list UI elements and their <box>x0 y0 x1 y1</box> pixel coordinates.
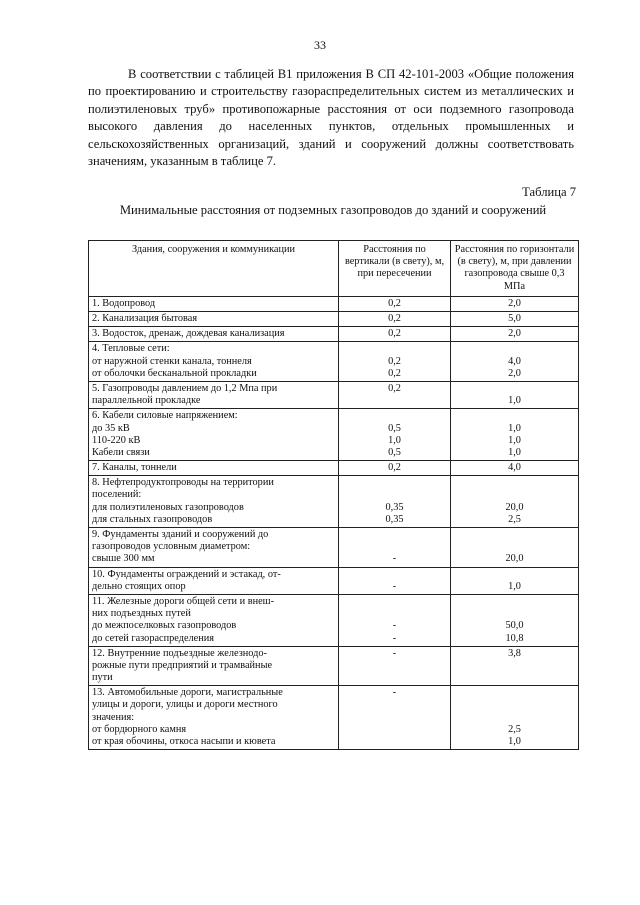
cell-line: от края обочины, откоса насыпи и кювета <box>92 736 276 747</box>
table-header-row <box>89 241 579 297</box>
cell-line <box>342 660 447 672</box>
cell-line <box>454 660 575 672</box>
cell-line <box>342 699 447 711</box>
table-row <box>89 646 579 686</box>
cell-vertical <box>339 327 451 342</box>
cell-line: поселений: <box>92 489 142 501</box>
cell-line <box>454 489 575 501</box>
cell-line: свыше 300 мм <box>92 553 155 565</box>
table-row <box>89 327 579 342</box>
cell-line <box>342 541 447 553</box>
table-label: Таблица 7 <box>522 185 576 199</box>
cell-line: газопроводов условным диаметром: <box>92 541 251 553</box>
table-row <box>89 296 579 311</box>
cell-line: дельно стоящих опор <box>92 580 186 592</box>
cell-structure <box>89 686 339 750</box>
cell-line: - <box>392 580 397 592</box>
cell-line <box>454 343 575 355</box>
cell-line: 7. Каналы, тоннели <box>92 462 177 474</box>
cell-line <box>454 477 575 489</box>
cell-vertical <box>339 646 451 686</box>
cell-line: Кабели связи <box>92 446 150 458</box>
cell-structure <box>89 528 339 568</box>
cell-line: 0,2 <box>388 367 401 379</box>
cell-horizontal <box>451 381 579 408</box>
table-row <box>89 312 579 327</box>
cell-structure <box>89 594 339 646</box>
cell-line <box>342 736 447 748</box>
cell-line <box>342 608 447 620</box>
cell-vertical <box>339 528 451 568</box>
cell-line: 11. Железные дороги общей сети и внеш- <box>92 595 275 607</box>
cell-horizontal <box>451 476 579 528</box>
cell-line: 2. Канализация бытовая <box>92 313 198 324</box>
cell-line: 1,0 <box>388 434 401 446</box>
cell-line <box>454 383 575 395</box>
table-row <box>89 686 579 750</box>
cell-line: 6. Кабели силовые напряжением: <box>92 410 238 422</box>
cell-structure <box>89 296 339 311</box>
cell-line: для стальных газопроводов <box>92 513 213 525</box>
header-structures: Здания, сооружения и коммуникации <box>89 241 339 297</box>
cell-horizontal <box>451 312 579 327</box>
cell-line <box>342 724 447 736</box>
cell-line: 4. Тепловые сети: <box>92 343 170 355</box>
table-row <box>89 594 579 646</box>
cell-horizontal <box>451 594 579 646</box>
cell-line: - <box>392 553 397 565</box>
table-row <box>89 476 579 528</box>
cell-line: пути <box>92 672 113 684</box>
cell-line <box>342 410 447 422</box>
cell-line: 2,0 <box>508 297 521 309</box>
cell-line: до сетей газораспределения <box>92 632 214 644</box>
cell-structure <box>89 327 339 342</box>
cell-line <box>454 569 575 581</box>
cell-line: 1,0 <box>508 395 521 407</box>
cell-line <box>342 569 447 581</box>
cell-line: 12. Внутренние подъездные железнодо- <box>92 647 267 659</box>
cell-line <box>454 529 575 541</box>
cell-line: 4,0 <box>508 355 521 367</box>
cell-structure <box>89 342 339 382</box>
cell-line: - <box>392 687 397 699</box>
cell-line: 0,35 <box>385 513 404 525</box>
table-row <box>89 409 579 461</box>
cell-vertical <box>339 312 451 327</box>
cell-line: 4,0 <box>508 462 521 474</box>
cell-horizontal <box>451 409 579 461</box>
header-vertical-distance: Расстояния по вертикали (в свету), м, при пересечении <box>339 241 451 297</box>
cell-line <box>454 596 575 608</box>
cell-line: 0,2 <box>388 355 401 367</box>
cell-line: 8. Нефтепродуктопроводы на территории <box>92 477 274 489</box>
cell-line: от бордюрного камня <box>92 723 187 735</box>
cell-line: 5,0 <box>508 313 521 324</box>
cell-line: 1,0 <box>508 422 521 434</box>
cell-horizontal <box>451 461 579 476</box>
cell-line: них подъездных путей <box>92 608 191 620</box>
cell-horizontal <box>451 567 579 594</box>
cell-line: от наружной стенки канала, тоннеля <box>92 355 252 367</box>
cell-line: 2,0 <box>508 328 521 340</box>
cell-line: 1,0 <box>508 736 521 747</box>
cell-line: до 35 кВ <box>92 422 130 434</box>
cell-line: 0,2 <box>388 382 401 394</box>
cell-horizontal <box>451 296 579 311</box>
header-horizontal-distance: Расстояния по горизонтали (в свету), м, при давлении газопровода свыше 0,3 МПа <box>451 241 579 297</box>
cell-line <box>342 529 447 541</box>
cell-vertical <box>339 296 451 311</box>
cell-line: рожные пути предприятий и трамвайные <box>92 659 273 671</box>
cell-vertical <box>339 686 451 750</box>
cell-line: 1,0 <box>508 446 521 458</box>
cell-line <box>454 541 575 553</box>
cell-line: 5. Газопроводы давлением до 1,2 Мпа при <box>92 382 278 394</box>
cell-line <box>342 489 447 501</box>
distances-table <box>88 240 579 750</box>
cell-line <box>454 608 575 620</box>
cell-line: 1,0 <box>508 580 521 592</box>
table-title: Минимальные расстояния от подземных газопроводов до зданий и сооружений <box>119 203 547 217</box>
cell-structure <box>89 461 339 476</box>
cell-line: 3. Водосток, дренаж, дождевая канализация <box>92 328 285 340</box>
cell-line: 0,2 <box>388 328 401 340</box>
cell-line <box>342 596 447 608</box>
cell-line <box>342 395 447 407</box>
cell-horizontal <box>451 528 579 568</box>
cell-line: 10,8 <box>505 632 524 644</box>
cell-structure <box>89 312 339 327</box>
cell-horizontal <box>451 686 579 750</box>
cell-horizontal <box>451 342 579 382</box>
table-row <box>89 381 579 408</box>
cell-line: 1,0 <box>508 434 521 446</box>
cell-structure <box>89 567 339 594</box>
page-number: 33 <box>314 38 326 52</box>
cell-line: - <box>392 632 397 644</box>
table-row <box>89 567 579 594</box>
cell-line: 110-220 кВ <box>92 434 141 446</box>
table-row <box>89 528 579 568</box>
cell-line: 20,0 <box>505 501 524 513</box>
cell-line: - <box>392 647 397 659</box>
cell-line: значения: <box>92 711 135 723</box>
cell-line: 0,2 <box>388 313 401 324</box>
cell-line: 0,2 <box>388 462 401 474</box>
cell-vertical <box>339 409 451 461</box>
cell-line <box>454 712 575 724</box>
cell-structure <box>89 381 339 408</box>
cell-line <box>454 410 575 422</box>
cell-line: для полиэтиленовых газопроводов <box>92 501 244 513</box>
cell-line: параллельной прокладке <box>92 395 201 407</box>
cell-vertical <box>339 342 451 382</box>
cell-vertical <box>339 381 451 408</box>
cell-line: 2,5 <box>508 513 521 525</box>
cell-line: 2,0 <box>508 367 521 379</box>
cell-line: 2,5 <box>508 723 521 735</box>
cell-line <box>342 477 447 489</box>
cell-line <box>454 699 575 711</box>
cell-line: 1. Водопровод <box>92 297 156 309</box>
cell-line: 50,0 <box>505 620 524 632</box>
cell-line: 9. Фундаменты зданий и сооружений до <box>92 529 269 540</box>
cell-line <box>454 672 575 684</box>
cell-line <box>454 687 575 699</box>
cell-line: 13. Автомобильные дороги, магистральные <box>92 687 283 699</box>
cell-line: 10. Фундаменты ограждений и эстакад, от- <box>92 568 281 580</box>
cell-line: 0,5 <box>388 422 401 434</box>
cell-line: 3,8 <box>508 647 521 659</box>
cell-line: 20,0 <box>505 553 524 565</box>
cell-line <box>342 712 447 724</box>
cell-line <box>342 343 447 355</box>
cell-structure <box>89 476 339 528</box>
intro-paragraph: В соответствии с таблицей В1 приложения В СП 42-101-2003 «Общие положения по проектированию и строительству газораспределительных систем из металлических и полиэтиленовых труб» противопожарные расстояния от оси подземного газопровода высокого давления до населенных пунктов, отдельных промышленных и сельскохозяйственных организаций, зданий и сооружений должны соответствовать значениям, указанным в таблице 7. <box>88 67 574 169</box>
table-row <box>89 342 579 382</box>
cell-structure <box>89 409 339 461</box>
cell-line <box>342 672 447 684</box>
cell-structure <box>89 646 339 686</box>
cell-line: 0,5 <box>388 446 401 458</box>
cell-vertical <box>339 567 451 594</box>
cell-line: до межпоселковых газопроводов <box>92 620 237 632</box>
cell-horizontal <box>451 646 579 686</box>
cell-vertical <box>339 476 451 528</box>
cell-vertical <box>339 594 451 646</box>
cell-line: 0,2 <box>388 297 401 309</box>
cell-line: - <box>392 620 397 632</box>
table-body <box>89 296 579 749</box>
cell-line: 0,35 <box>385 501 404 513</box>
cell-vertical <box>339 461 451 476</box>
cell-horizontal <box>451 327 579 342</box>
cell-line: от оболочки бесканальной прокладки <box>92 367 257 379</box>
cell-line: улицы и дороги, улицы и дороги местного <box>92 699 278 711</box>
table-row <box>89 461 579 476</box>
